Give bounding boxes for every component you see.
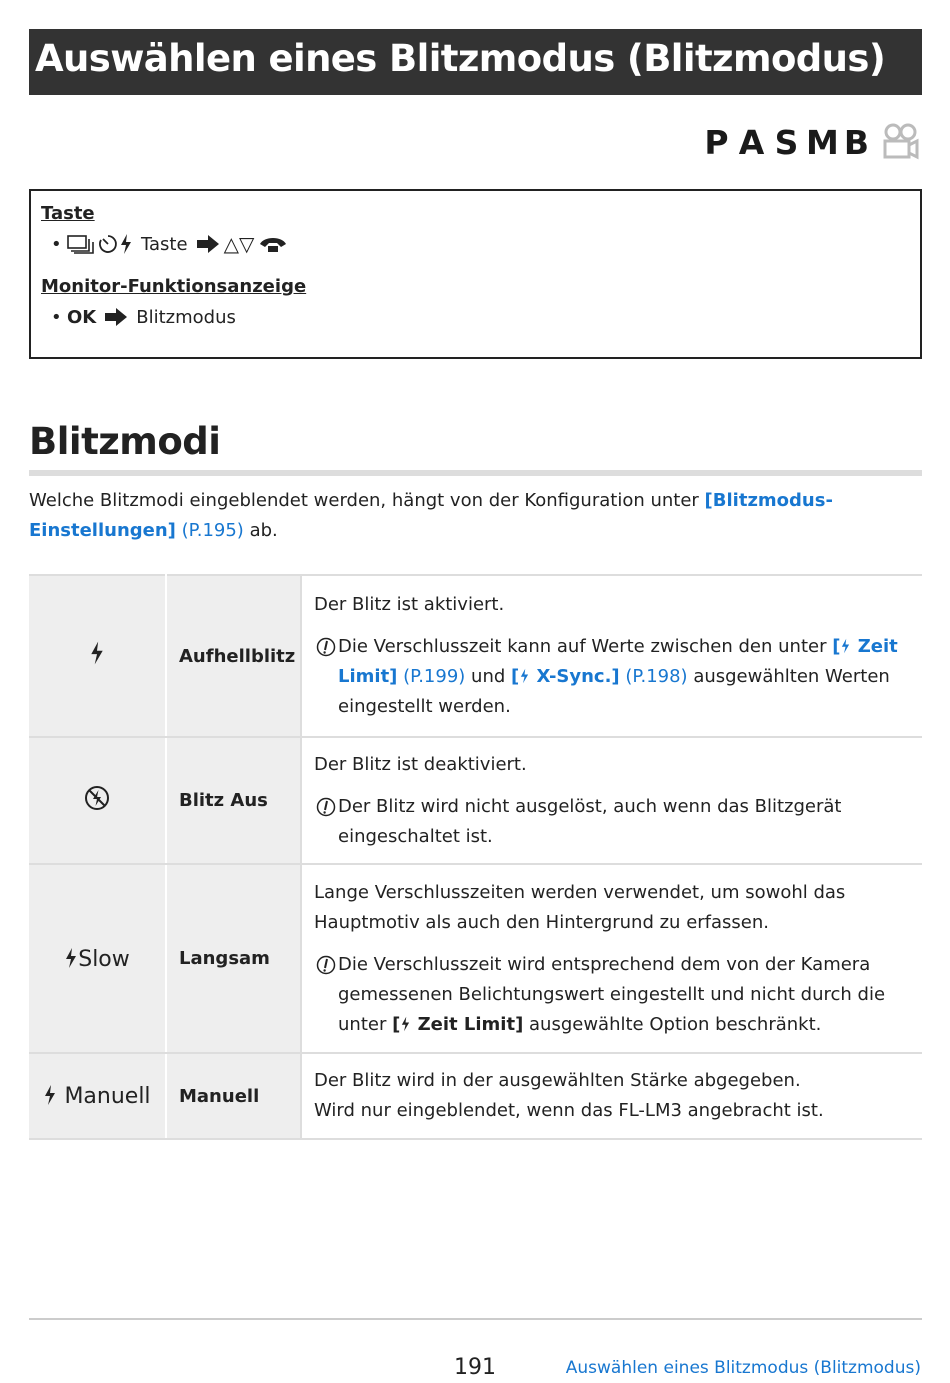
note-text: Der Blitz wird nicht ausgelöst, auch wenn das Blitzgerät eingeschaltet ist. <box>338 795 842 847</box>
info-button-icon <box>258 234 288 254</box>
flash-icon <box>119 233 133 255</box>
note <box>314 792 910 852</box>
mode-name: Manuell <box>166 1053 301 1139</box>
mode-b: B <box>843 122 870 162</box>
mode-s: S <box>774 122 799 162</box>
table-row <box>29 575 922 737</box>
mode-description <box>301 864 922 1053</box>
mode-description <box>301 737 922 864</box>
intro-paragraph <box>29 486 922 546</box>
mode-indicators <box>701 122 920 162</box>
mode-m: M <box>806 122 839 162</box>
link-zeit-limit[interactable]: [ Zeit Limit] <box>338 636 898 687</box>
mode-icon-cell <box>29 864 166 1053</box>
table-row <box>29 864 922 1053</box>
slow-label: Slow <box>78 946 130 972</box>
page-number: 191 <box>454 1355 496 1380</box>
link-blitzmodus-einstellungen[interactable]: [Blitzmodus-Einstellungen] <box>29 490 833 541</box>
note-icon <box>314 792 338 822</box>
desc-text: Der Blitz ist aktiviert. <box>314 594 505 615</box>
note <box>314 950 910 1040</box>
flash-modes-table <box>29 574 922 1140</box>
page-ref-198[interactable]: (P.198) <box>625 666 688 687</box>
note-text: Die Verschlusszeit wird entsprechend dem von der Kamera gemessenen Belichtungswert eingestellt und nicht durch die unter [ Zeit Limit] ausgewählte Option beschränkt. <box>338 953 886 1035</box>
taste-heading: Taste <box>41 203 95 224</box>
intro-text: Welche Blitzmodi eingeblendet werden, hängt von der Konfiguration unter <box>29 490 705 511</box>
self-timer-icon <box>97 233 119 255</box>
taste-line <box>51 230 910 258</box>
up-down-arrows-icon: △▽ <box>223 232 255 256</box>
desc-text: Der Blitz wird in der ausgewählten Stärke abgegeben. <box>314 1070 801 1091</box>
desc-text: Lange Verschlusszeiten werden verwendet, um sowohl das Hauptmotiv als auch den Hintergrund zu erfassen. <box>314 881 846 933</box>
mode-icon-cell <box>29 1053 166 1139</box>
manual-flash-icon <box>43 1083 57 1107</box>
page-ref-195[interactable]: (P.195) <box>181 520 244 541</box>
note <box>314 632 910 722</box>
mode-name: Aufhellblitz <box>166 575 301 737</box>
desc-text: Wird nur eingeblendet, wenn das FL-LM3 angebracht ist. <box>314 1100 824 1121</box>
fill-flash-icon <box>89 640 105 666</box>
desc-text: Der Blitz ist deaktiviert. <box>314 753 527 775</box>
mode-description <box>301 575 922 737</box>
bullet: • <box>51 306 62 328</box>
movie-mode-icon <box>880 123 920 161</box>
arrow-right-icon <box>196 234 220 254</box>
link-x-sync[interactable]: [ X-Sync.] <box>511 666 620 687</box>
footer-rule <box>29 1318 922 1320</box>
manual-label: Manuell <box>64 1084 151 1109</box>
taste-label: Taste <box>141 233 188 255</box>
page-title: Auswählen eines Blitzmodus (Blitzmodus) <box>29 29 922 95</box>
mode-description <box>301 1053 922 1139</box>
mode-a: A <box>738 122 765 162</box>
section-rule <box>29 470 922 476</box>
table-row <box>29 737 922 864</box>
mode-icon-cell <box>29 737 166 864</box>
note-icon <box>314 950 338 980</box>
ok-button-label: OK <box>67 306 97 328</box>
note-icon <box>314 632 338 662</box>
mode-icon-cell <box>29 575 166 737</box>
mode-name: Blitz Aus <box>166 737 301 864</box>
arrow-right-icon <box>104 307 128 327</box>
monitor-heading: Monitor-Funktionsanzeige <box>41 276 307 297</box>
note-text: Die Verschlusszeit kann auf Werte zwischen den unter [ Zeit Limit] (P.199) und [ X-Sync.] (P.198) ausgewählten Werten eingestellt werden. <box>338 636 898 717</box>
access-box <box>29 189 922 359</box>
table-row <box>29 1053 922 1139</box>
section-heading: Blitzmodi <box>29 420 221 463</box>
drive-mode-icon <box>67 234 97 254</box>
slow-flash-icon <box>64 946 78 970</box>
bullet: • <box>51 233 62 255</box>
monitor-line <box>51 303 910 331</box>
footer-chapter-link[interactable]: Auswählen eines Blitzmodus (Blitzmodus) <box>565 1358 921 1378</box>
mode-name: Langsam <box>166 864 301 1053</box>
monitor-label: Blitzmodus <box>136 306 236 328</box>
flash-off-icon <box>84 785 110 811</box>
mode-p: P <box>704 122 729 162</box>
intro-text-end: ab. <box>243 520 278 541</box>
page-ref-199[interactable]: (P.199) <box>403 666 466 687</box>
